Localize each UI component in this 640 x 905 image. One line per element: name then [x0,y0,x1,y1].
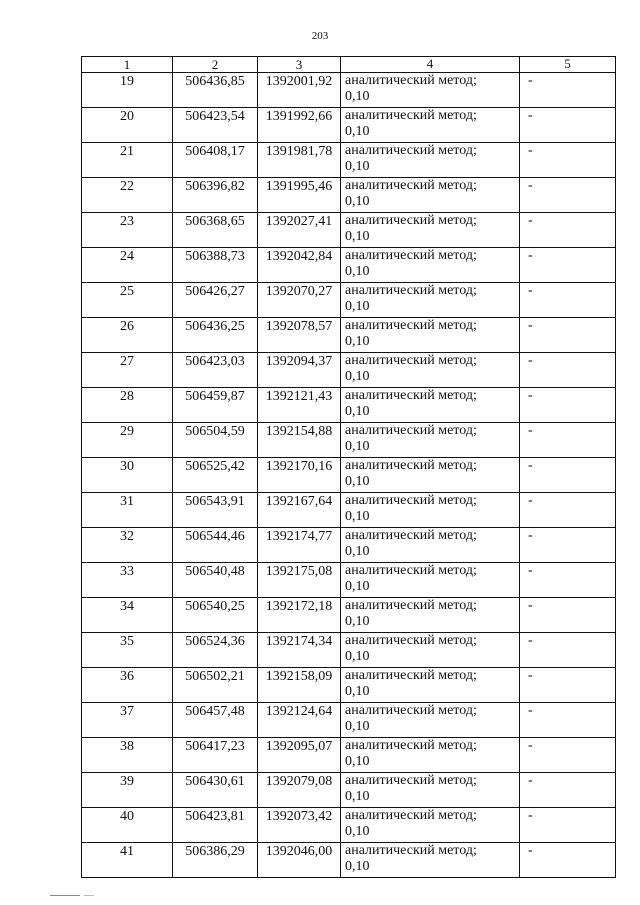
y-coordinate-cell: 1392042,84 [258,248,341,283]
method-text: аналитический метод; [345,738,477,753]
method-text: аналитический метод; [345,143,477,158]
y-coordinate-cell: 1392027,41 [258,213,341,248]
point-number-cell: 38 [82,738,173,773]
method-cell [341,388,520,423]
accuracy-text: 0,10 [345,614,370,629]
method-cell [341,458,520,493]
table-body [82,73,616,878]
note-cell: - [520,248,616,283]
y-coordinate-cell: 1392079,08 [258,773,341,808]
method-cell [341,108,520,143]
y-coordinate-cell: 1392172,18 [258,598,341,633]
method-text: аналитический метод; [345,318,477,333]
method-cell [341,598,520,633]
x-coordinate-cell: 506430,61 [173,773,258,808]
note-cell: - [520,703,616,738]
note-cell: - [520,668,616,703]
method-cell [341,73,520,108]
method-cell [341,423,520,458]
note-cell: - [520,318,616,353]
point-number-cell: 26 [82,318,173,353]
accuracy-text: 0,10 [345,754,370,769]
table-row [82,73,616,108]
point-number-cell: 28 [82,388,173,423]
method-cell [341,738,520,773]
table-row [82,458,616,493]
point-number-cell: 22 [82,178,173,213]
y-coordinate-cell: 1391981,78 [258,143,341,178]
table-row [82,563,616,598]
accuracy-text: 0,10 [345,334,370,349]
note-cell: - [520,598,616,633]
y-coordinate-cell: 1392174,77 [258,528,341,563]
table-row [82,668,616,703]
column-header-1: 1 [82,57,173,73]
method-cell [341,703,520,738]
note-cell: - [520,528,616,563]
x-coordinate-cell: 506457,48 [173,703,258,738]
note-cell: - [520,388,616,423]
y-coordinate-cell: 1392001,92 [258,73,341,108]
accuracy-text: 0,10 [345,719,370,734]
x-coordinate-cell: 506524,36 [173,633,258,668]
method-cell [341,248,520,283]
method-text: аналитический метод; [345,458,477,473]
table-row [82,213,616,248]
table-row [82,808,616,843]
method-cell [341,353,520,388]
method-cell [341,178,520,213]
accuracy-text: 0,10 [345,474,370,489]
y-coordinate-cell: 1392175,08 [258,563,341,598]
point-number-cell: 32 [82,528,173,563]
y-coordinate-cell: 1392174,34 [258,633,341,668]
method-cell [341,318,520,353]
x-coordinate-cell: 506388,73 [173,248,258,283]
point-number-cell: 29 [82,423,173,458]
method-cell [341,808,520,843]
note-cell: - [520,773,616,808]
table-row [82,493,616,528]
y-coordinate-cell: 1392070,27 [258,283,341,318]
note-cell: - [520,493,616,528]
table-header-row [82,57,616,73]
y-coordinate-cell: 1392167,64 [258,493,341,528]
x-coordinate-cell: 506436,25 [173,318,258,353]
method-text: аналитический метод; [345,353,477,368]
note-cell: - [520,283,616,318]
point-number-cell: 36 [82,668,173,703]
point-number-cell: 34 [82,598,173,633]
method-text: аналитический метод; [345,528,477,543]
x-coordinate-cell: 506459,87 [173,388,258,423]
accuracy-text: 0,10 [345,404,370,419]
note-cell: - [520,143,616,178]
note-cell: - [520,563,616,598]
accuracy-text: 0,10 [345,299,370,314]
x-coordinate-cell: 506408,17 [173,143,258,178]
accuracy-text: 0,10 [345,544,370,559]
accuracy-text: 0,10 [345,264,370,279]
method-cell [341,143,520,178]
note-cell: - [520,423,616,458]
note-cell: - [520,73,616,108]
point-number-cell: 37 [82,703,173,738]
note-cell: - [520,178,616,213]
x-coordinate-cell: 506417,23 [173,738,258,773]
footer-mark-small [84,895,94,896]
table-row [82,528,616,563]
method-cell [341,843,520,878]
x-coordinate-cell: 506502,21 [173,668,258,703]
point-number-cell: 30 [82,458,173,493]
method-text: аналитический метод; [345,213,477,228]
y-coordinate-cell: 1391992,66 [258,108,341,143]
x-coordinate-cell: 506423,81 [173,808,258,843]
accuracy-text: 0,10 [345,824,370,839]
method-cell [341,633,520,668]
accuracy-text: 0,10 [345,369,370,384]
method-text: аналитический метод; [345,808,477,823]
y-coordinate-cell: 1391995,46 [258,178,341,213]
point-number-cell: 21 [82,143,173,178]
point-number-cell: 23 [82,213,173,248]
x-coordinate-cell: 506426,27 [173,283,258,318]
accuracy-text: 0,10 [345,649,370,664]
x-coordinate-cell: 506540,48 [173,563,258,598]
x-coordinate-cell: 506423,54 [173,108,258,143]
y-coordinate-cell: 1392073,42 [258,808,341,843]
method-text: аналитический метод; [345,73,477,88]
y-coordinate-cell: 1392158,09 [258,668,341,703]
method-cell [341,493,520,528]
column-header-3: 3 [258,57,341,73]
accuracy-text: 0,10 [345,859,370,874]
accuracy-text: 0,10 [345,439,370,454]
table-row [82,318,616,353]
accuracy-text: 0,10 [345,194,370,209]
method-text: аналитический метод; [345,423,477,438]
x-coordinate-cell: 506525,42 [173,458,258,493]
x-coordinate-cell: 506368,65 [173,213,258,248]
note-cell: - [520,633,616,668]
method-text: аналитический метод; [345,178,477,193]
method-text: аналитический метод; [345,388,477,403]
note-cell: - [520,738,616,773]
accuracy-text: 0,10 [345,124,370,139]
y-coordinate-cell: 1392094,37 [258,353,341,388]
table-row [82,248,616,283]
point-number-cell: 33 [82,563,173,598]
y-coordinate-cell: 1392046,00 [258,843,341,878]
method-cell [341,773,520,808]
method-text: аналитический метод; [345,633,477,648]
accuracy-text: 0,10 [345,89,370,104]
accuracy-text: 0,10 [345,789,370,804]
table-row [82,423,616,458]
point-number-cell: 24 [82,248,173,283]
note-cell: - [520,108,616,143]
accuracy-text: 0,10 [345,579,370,594]
table-row [82,388,616,423]
column-header-5: 5 [520,57,616,73]
accuracy-text: 0,10 [345,159,370,174]
x-coordinate-cell: 506386,29 [173,843,258,878]
x-coordinate-cell: 506423,03 [173,353,258,388]
table-row [82,703,616,738]
accuracy-text: 0,10 [345,229,370,244]
method-text: аналитический метод; [345,598,477,613]
note-cell: - [520,353,616,388]
accuracy-text: 0,10 [345,509,370,524]
method-cell [341,283,520,318]
coordinates-table [81,56,616,878]
table-row [82,178,616,213]
note-cell: - [520,213,616,248]
table-row [82,283,616,318]
method-text: аналитический метод; [345,108,477,123]
column-header-2: 2 [173,57,258,73]
footer-mark [50,895,80,896]
point-number-cell: 39 [82,773,173,808]
x-coordinate-cell: 506436,85 [173,73,258,108]
method-text: аналитический метод; [345,773,477,788]
table-row [82,633,616,668]
x-coordinate-cell: 506504,59 [173,423,258,458]
note-cell: - [520,843,616,878]
page-number: 203 [311,30,329,42]
y-coordinate-cell: 1392078,57 [258,318,341,353]
column-header-4: 4 [341,57,520,73]
table-row [82,598,616,633]
point-number-cell: 20 [82,108,173,143]
point-number-cell: 31 [82,493,173,528]
y-coordinate-cell: 1392121,43 [258,388,341,423]
method-text: аналитический метод; [345,248,477,263]
point-number-cell: 35 [82,633,173,668]
point-number-cell: 25 [82,283,173,318]
table-row [82,108,616,143]
y-coordinate-cell: 1392095,07 [258,738,341,773]
table-row [82,773,616,808]
accuracy-text: 0,10 [345,684,370,699]
method-text: аналитический метод; [345,283,477,298]
method-cell [341,563,520,598]
method-cell [341,668,520,703]
x-coordinate-cell: 506396,82 [173,178,258,213]
method-text: аналитический метод; [345,843,477,858]
y-coordinate-cell: 1392170,16 [258,458,341,493]
x-coordinate-cell: 506543,91 [173,493,258,528]
table-row [82,843,616,878]
x-coordinate-cell: 506540,25 [173,598,258,633]
point-number-cell: 41 [82,843,173,878]
table-row [82,353,616,388]
note-cell: - [520,808,616,843]
method-text: аналитический метод; [345,493,477,508]
table-row [82,143,616,178]
method-text: аналитический метод; [345,668,477,683]
point-number-cell: 19 [82,73,173,108]
x-coordinate-cell: 506544,46 [173,528,258,563]
point-number-cell: 27 [82,353,173,388]
y-coordinate-cell: 1392154,88 [258,423,341,458]
method-cell [341,528,520,563]
point-number-cell: 40 [82,808,173,843]
method-text: аналитический метод; [345,703,477,718]
table-row [82,738,616,773]
y-coordinate-cell: 1392124,64 [258,703,341,738]
method-cell [341,213,520,248]
note-cell: - [520,458,616,493]
method-text: аналитический метод; [345,563,477,578]
